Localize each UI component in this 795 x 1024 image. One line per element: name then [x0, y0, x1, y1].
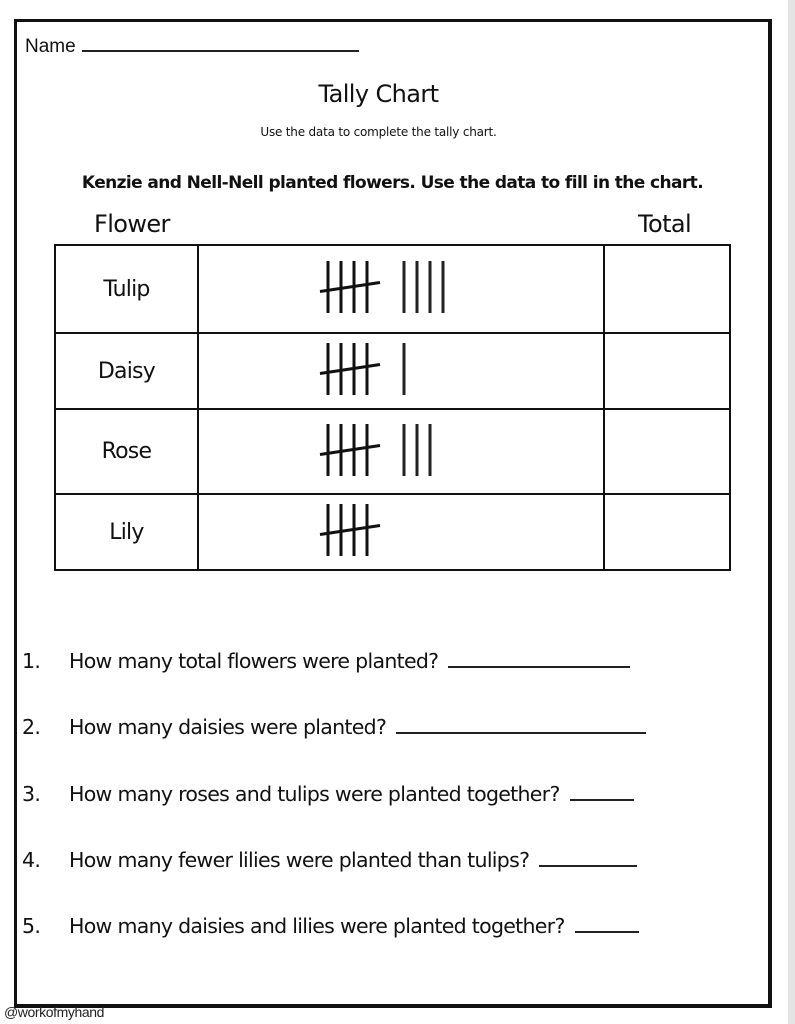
tally-marks-icon	[314, 341, 417, 401]
answer-blank[interactable]	[448, 648, 630, 668]
question-1	[22, 648, 630, 673]
answer-blank[interactable]	[396, 714, 646, 734]
page-edge-strip	[788, 0, 795, 1024]
worksheet-prompt: Kenzie and Nell-Nell planted flowers. Use the data to fill in the chart.	[81, 173, 704, 193]
question-number: 2.	[22, 715, 41, 739]
tally-marks-icon	[314, 259, 456, 319]
question-4	[22, 847, 637, 872]
tally-cell	[198, 409, 604, 494]
question-text: How many roses and tulips were planted together?	[69, 782, 560, 806]
tally-marks-icon	[314, 502, 404, 562]
watermark: @workofmyhand	[4, 1004, 105, 1020]
flower-name: Lily	[55, 494, 198, 570]
question-3	[22, 781, 634, 806]
question-number: 5.	[22, 914, 41, 938]
flower-name: Daisy	[55, 333, 198, 409]
worksheet-subtitle: Use the data to complete the tally chart.	[260, 125, 497, 139]
flower-name: Rose	[55, 409, 198, 494]
question-text: How many daisies were planted?	[69, 715, 387, 739]
worksheet-title: Tally Chart	[318, 80, 439, 108]
question-5	[22, 913, 639, 938]
answer-blank[interactable]	[570, 781, 634, 801]
total-cell[interactable]	[604, 494, 730, 570]
total-cell[interactable]	[604, 245, 730, 333]
table-row	[55, 245, 730, 333]
question-number: 4.	[22, 848, 41, 872]
name-field	[25, 34, 359, 58]
answer-blank[interactable]	[539, 847, 637, 867]
name-blank-line[interactable]	[82, 34, 359, 52]
table-row	[55, 333, 730, 409]
table-row	[55, 409, 730, 494]
question-text: How many total flowers were planted?	[69, 649, 439, 673]
question-text: How many daisies and lilies were planted together?	[69, 914, 565, 938]
table-row	[55, 494, 730, 570]
question-2	[22, 714, 646, 739]
flower-name: Tulip	[55, 245, 198, 333]
total-cell[interactable]	[604, 333, 730, 409]
question-text: How many fewer lilies were planted than tulips?	[69, 848, 530, 872]
total-cell[interactable]	[604, 409, 730, 494]
question-number: 3.	[22, 782, 41, 806]
tally-table	[54, 244, 731, 571]
tally-cell	[198, 494, 604, 570]
tally-cell	[198, 333, 604, 409]
question-number: 1.	[22, 649, 41, 673]
tally-marks-icon	[314, 422, 443, 482]
column-header-flower: Flower	[94, 210, 170, 238]
column-header-total: Total	[638, 210, 692, 238]
name-label: Name	[25, 36, 76, 57]
answer-blank[interactable]	[575, 913, 639, 933]
tally-cell	[198, 245, 604, 333]
